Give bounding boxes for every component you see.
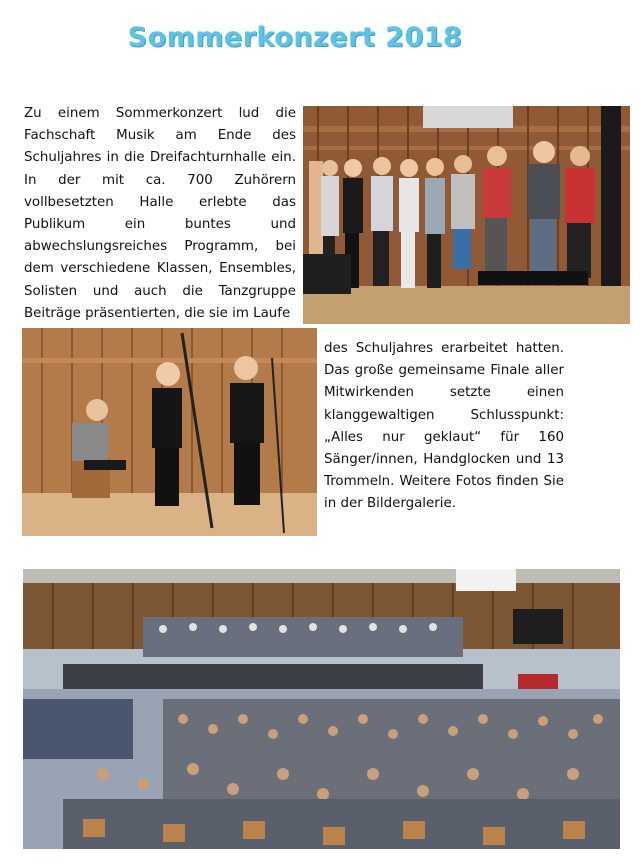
three-singers-photo xyxy=(22,328,317,536)
choir-on-stage-photo xyxy=(303,106,630,324)
article-paragraph-2: des Schuljahres erarbeitet hatten. Das große gemeinsame Finale aller Mitwirkenden setzte einen klanggewaltigen Schlusspunkt: „Alles nur geklaut“ für 160 Sänger/innen, Handglocken und 13 Trommeln. Weitere Fotos finden Sie in der Bildergalerie. xyxy=(324,341,564,512)
finale-audience-photo xyxy=(23,569,620,849)
article-paragraph-1: Zu einem Sommerkonzert lud die Fachschaft Musik am Ende des Schuljahres in die Dreifachturnhalle ein. In der mit ca. 700 Zuhörern vollbesetzten Halle erlebte das Publikum ein buntes und abwechslungsreiches Programm, bei dem verschiedene Klassen, Ensembles, Solisten und auch die Tanzgruppe Beiträge präsentierten, die sie im Laufe xyxy=(24,106,296,321)
page-title: Sommerkonzert 2018 xyxy=(127,22,463,53)
